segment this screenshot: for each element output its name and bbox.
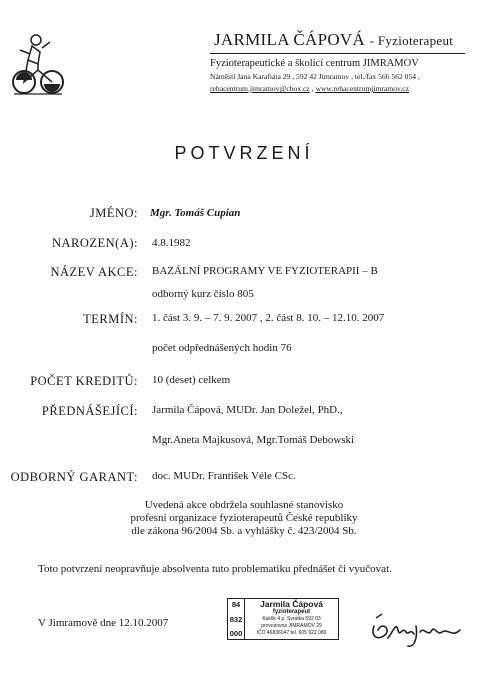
course-value: odborný kurz číslo 805	[152, 288, 254, 300]
contact-links	[210, 84, 409, 93]
name-label: JMÉNO:	[89, 206, 138, 220]
born-value: 4.8.1982	[152, 237, 191, 249]
handwritten-signature	[368, 608, 468, 650]
stamp-text	[245, 599, 338, 639]
credits-value: 10 (deset) celkem	[152, 374, 231, 386]
web-link[interactable]: www.rehacentrumjimramov.cz	[315, 84, 409, 93]
statement-line-1: Uvedená akce obdržela souhlasné stanovisko	[144, 499, 344, 511]
statement-line-2: profesní organizace fyzioterapeutů České republiky	[130, 512, 358, 524]
email-link[interactable]: rehacentrum.jimramov@cbox.cz	[210, 84, 310, 93]
term-label: TERMÍN:	[83, 312, 138, 326]
lecturers-value-2: Mgr.Aneta Majkusová, Mgr.Tomáš Debowski	[152, 434, 355, 446]
guarantor-label: ODBORNÝ GARANT:	[10, 470, 138, 484]
action-label: NÁZEV AKCE:	[50, 265, 138, 279]
link-separator: ,	[309, 84, 316, 93]
practitioner-name: JARMILA ČÁPOVÁ	[214, 30, 366, 49]
stamp-name: Jarmila Čápová	[260, 599, 323, 609]
stamp-code-2: 832	[229, 614, 243, 624]
guarantor-value: doc. MUDr. František Véle CSc.	[152, 470, 296, 482]
organization-name: Fyzioterapeutické a školící centrum JIMRAMOV	[210, 58, 419, 69]
place-and-date: V Jimramově dne 12.10.2007	[38, 617, 169, 629]
action-value: BAZÁLNÍ PROGRAMY VE FYZIOTERAPII – B	[152, 265, 378, 277]
cyclist-logo	[10, 30, 66, 98]
practitioner-profession: - Fyzioterapeut	[369, 33, 454, 48]
lecturers-label: PŘEDNÁŠEJÍCÍ:	[41, 404, 138, 418]
letterhead-divider	[210, 53, 465, 54]
document-heading: POTVRZENÍ	[174, 143, 314, 163]
term-value: 1. část 3. 9. – 7. 9. 2007 , 2. část 8. 10. – 12.10. 2007	[152, 312, 385, 324]
stamp-codes	[228, 599, 245, 639]
organization-address: Náměstí Jana Karafiáta 29 , 592 42 Jimramov , tel./fax 566 562 054 ,	[210, 72, 420, 81]
hours-value: počet odpřednášených hodin 76	[152, 342, 292, 354]
stamp-title: fyzioterapeut	[272, 609, 311, 615]
stamp-line-1: Kuklík 4 p. Svratka 592 03	[262, 616, 321, 622]
official-stamp	[227, 598, 339, 640]
disclaimer-note: Toto potvrzení neopravňuje absolventa tuto problematiku přednášet či vyučovat.	[38, 563, 392, 575]
credits-label: POČET KREDITŮ:	[30, 374, 138, 388]
born-label: NAROZEN(A):	[51, 236, 138, 250]
stamp-code-3: 000	[229, 629, 243, 638]
statement-line-3: dle zákona 96/2004 Sb. a vyhlášky č. 423/2004 Sb.	[131, 525, 357, 537]
stamp-line-2: provozovna JIMRAMOV 29	[261, 623, 322, 629]
letterhead-name	[214, 30, 453, 50]
stamp-line-3: IČO 46836047 tel. 605 922 080	[256, 630, 327, 636]
stamp-code-1: 84	[231, 600, 241, 609]
name-value: Mgr. Tomáš Cupian	[150, 207, 241, 219]
lecturers-value-1: Jarmila Čápová, MUDr. Jan Doležel, PhD.,	[152, 404, 343, 416]
